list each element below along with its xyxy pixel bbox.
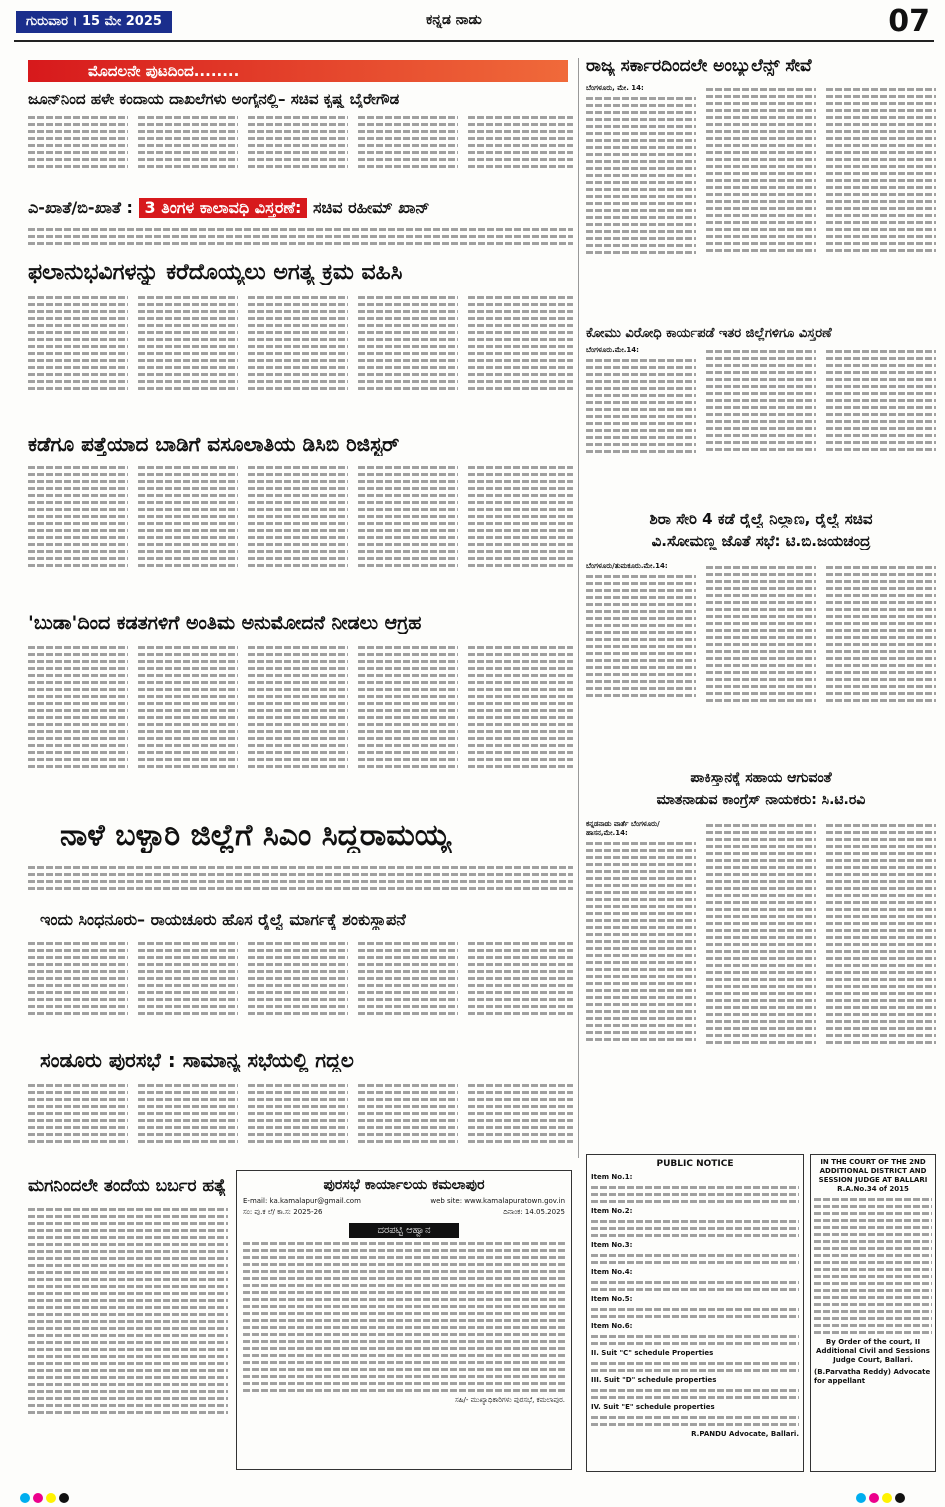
dateline-ambulance: ಬೆಂಗಳೂರು, ಮೇ. 14: [586, 84, 644, 92]
ad-title: ಪುರಸಭೆ ಕಾರ್ಯಾಲಯ ಕಮಲಾಪುರ [323, 1177, 485, 1193]
ad-web: web site: www.kamalapuratown.gov.in [430, 1197, 565, 1205]
court-advocate: (B.Parvatha Reddy) Advocate for appellant [814, 1368, 931, 1385]
notice-suit-e: IV. Suit "E" schedule properties [591, 1403, 715, 1411]
ad-subheading: ದರಪಟ್ಟಿ ಆಹ್ವಾನ [349, 1223, 459, 1238]
headline-beneficiaries: ಫಲಾನುಭವಿಗಳನ್ನು ಕರೆದೊಯ್ಯಲು ಅಗತ್ಯ ಕ್ರಮ ವಹಿಸಿ [28, 260, 403, 285]
headline-ct-ravi-a: ಪಾಕಿಸ್ತಾನಕ್ಕೆ ಸಹಾಯ ಆಗುವಂತೆ [690, 770, 832, 786]
article-revenue-records [28, 112, 573, 190]
registration-marks-left [20, 1488, 72, 1507]
column-divider [578, 58, 579, 1158]
dateline-sira: ಬೆಂಗಳೂರು/ತುಮಕೂರು.ಮೇ.14: [586, 562, 668, 570]
ad-date: ದಿನಾಂಕ: 14.05.2025 [503, 1208, 565, 1216]
newspaper-name: ಕನ್ನಡ ನಾಡು [426, 12, 482, 28]
headline-railway: ಇಂದು ಸಿಂಧನೂರು– ರಾಯಚೂರು ಹೊಸ ರೈಲ್ವೆ ಮಾರ್ಗಕ್ಕೆ ಶಂಕುಸ್ಥಾಪನೆ [40, 910, 406, 929]
headline-dcb-register: ಕಡೆಗೂ ಪತ್ತೆಯಾದ ಬಾಡಿಗೆ ವಸೂಲಾತಿಯ ಡಿಸಿಬಿ ರಿಜಿಸ್ಟರ್ [28, 432, 400, 456]
headline-ct-ravi-b: ಮಾತನಾಡುವ ಕಾಂಗ್ರೆಸ್ ನಾಯಕರು: ಸಿ.ಟಿ.ರವಿ [656, 792, 866, 808]
ad-ref: ಸಂ: ಪು.ಕ ಲೆ/ ಕಾ.ಸ: 2025-26 [243, 1208, 323, 1216]
article-beneficiaries [28, 292, 573, 424]
masthead-bar [14, 4, 934, 39]
headline-revenue-records: ಜೂನ್‌ನಿಂದ ಹಳೇ ಕಂದಾಯ ದಾಖಲೆಗಳು ಅಂಗೈನಲ್ಲಿ– ಸಚಿವ ಕೃಷ್ಣ ಬೈರೇಗೌಡ [28, 90, 400, 108]
court-title: IN THE COURT OF THE 2ND ADDITIONAL DISTRICT AND SESSION JUDGE AT BALLARI [818, 1158, 928, 1184]
notice-title: PUBLIC NOTICE [656, 1159, 734, 1169]
court-case: R.A.No.34 of 2015 [837, 1185, 909, 1193]
headline-a-khata-suffix: ಸಚಿವ ರಹೀಮ್ ಖಾನ್ [313, 198, 430, 217]
ad-ref-row [243, 1208, 565, 1217]
notice-item-6: Item No.6: [591, 1322, 633, 1330]
court-footer: By Order of the court, II Additional Civil and Sessions Judge Court, Ballari. [816, 1338, 930, 1364]
article-anti-communal [586, 346, 936, 496]
tender-advertisement [236, 1170, 572, 1470]
masthead-rule [14, 40, 934, 42]
headline-murder: ಮಗನಿಂದಲೇ ತಂದೆಯ ಬರ್ಬರ ಹತ್ಯೆ [28, 1176, 227, 1196]
article-sandur [28, 1080, 573, 1168]
ad-body [243, 1242, 565, 1392]
notice-item-2: Item No.2: [591, 1207, 633, 1215]
section-banner: ಮೊದಲನೇ ಪುಟದಿಂದ........ [28, 60, 568, 82]
ad-email: E-mail: ka.kamalapur@gmail.com [243, 1197, 361, 1205]
dateline-ct-ravi: ಕನ್ನಡನಾಡು ವಾರ್ತೆ ಬೆಂಗಳೂರು/ಹಾಸನ,ಮೇ.14: [586, 820, 660, 837]
article-cm-visit [28, 862, 573, 902]
notice-item-5: Item No.5: [591, 1295, 633, 1303]
ad-contact-row [243, 1197, 565, 1205]
court-notice [810, 1154, 936, 1472]
headline-a-khata-prefix: ಎ-ಖಾತೆ/ಬಿ-ಖಾತೆ : [28, 198, 133, 217]
article-ambulance [586, 84, 936, 324]
article-railway [28, 938, 573, 1042]
headline-sira-railway-b: ವಿ.ಸೋಮಣ್ಣ ಜೊತೆ ಸಭೆ: ಟಿ.ಬಿ.ಜಯಚಂದ್ರ [651, 532, 871, 550]
issue-date: ಗುರುವಾರ । 15 ಮೇ 2025 [16, 11, 172, 33]
article-sira-railway [586, 562, 936, 762]
headline-sira-railway-a: ಶಿರಾ ಸೇರಿ 4 ಕಡೆ ರೈಲ್ವೆ ನಿಲ್ದಾಣ, ರೈಲ್ವೆ ಸಚಿವ [649, 510, 873, 528]
headline-anti-communal: ಕೋಮು ವಿರೋಧಿ ಕಾರ್ಯಪಡೆ ಇತರ ಜಿಲ್ಲೆಗಳಿಗೂ ವಿಸ್ತರಣೆ [586, 326, 832, 341]
dateline-anti-communal: ಬೆಂಗಳೂರು.ಮೇ.14: [586, 346, 639, 354]
notice-suit-c: II. Suit "C" schedule Properties [591, 1349, 714, 1357]
notice-advocate: R.PANDU Advocate, Ballari. [691, 1430, 799, 1438]
headline-cm-visit: ನಾಳೆ ಬಳ್ಳಾರಿ ಜಿಲ್ಲೆಗೆ ಸಿಎಂ ಸಿದ್ದರಾಮಯ್ಯ [60, 818, 452, 853]
article-dcb-register [28, 462, 573, 604]
article-murder [28, 1204, 228, 1474]
notice-item-1: Item No.1: [591, 1173, 633, 1181]
headline-buda: 'ಬುಡಾ'ದಿಂದ ಕಡತಗಳಿಗೆ ಅಂತಿಮ ಅನುಮೋದನೆ ನೀಡಲು ಆಗ್ರಹ [28, 612, 422, 634]
ad-signature: ಸಹಿ/- ಮುಖ್ಯಾಧಿಕಾರಿಗಳು ಪುರಸಭೆ, ಕಮಲಾಪುರ. [455, 1396, 565, 1404]
headline-a-khata [28, 198, 573, 218]
public-notice [586, 1154, 804, 1472]
headline-sandur: ಸಂಡೂರು ಪುರಸಭೆ : ಸಾಮಾನ್ಯ ಸಭೆಯಲ್ಲಿ ಗದ್ದಲ [40, 1048, 354, 1072]
notice-item-4: Item No.4: [591, 1268, 633, 1276]
headline-a-khata-highlight: 3 ತಿಂಗಳ ಕಾಲಾವಧಿ ವಿಸ್ತರಣೆ: [139, 198, 308, 218]
article-ct-ravi [586, 820, 936, 1150]
article-buda [28, 642, 573, 810]
article-a-khata [28, 224, 573, 254]
headline-ambulance: ರಾಜ್ಯ ಸರ್ಕಾರದಿಂದಲೇ ಅಂಬ್ಯುಲೆನ್ಸ್ ಸೇವೆ [586, 56, 812, 76]
registration-marks-right [856, 1488, 908, 1507]
notice-item-3: Item No.3: [591, 1241, 633, 1249]
page-number: 07 [888, 4, 930, 39]
notice-suit-d: III. Suit "D" schedule properties [591, 1376, 717, 1384]
